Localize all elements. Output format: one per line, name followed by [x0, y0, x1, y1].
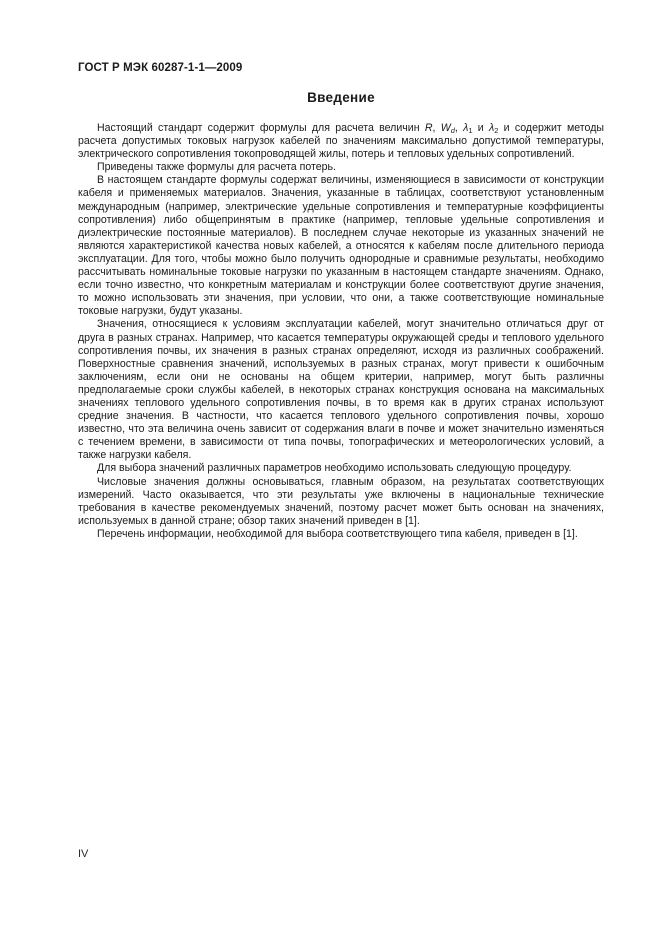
symbol-lambda: λ	[488, 122, 495, 134]
intro-paragraph-3: В настоящем стандарте формулы содержат величины, изменяющиеся в зависимости от конструкции кабеля и применяемых материалов. Значения, указанные в таблицах, соответствуют установленным международным (например, электрические удельные сопротивления и температурные коэффициенты сопротивления) либо общепринятым в практике (например, тепловые удельные сопротивления и диэлектрические постоянные материалов). В последнем случае некоторые из указанных значений не являются характеристикой качества новых кабелей, а относятся к кабелям после длительного периода эксплуатации. Для того, чтобы можно было получить однородные и сравнимые результаты, необходимо рассчитывать номинальные токовые нагрузки по указанным в настоящем стандарте значениям. Однако, если точно известно, что конкретным материалам и конструкции более соответствуют другие значения, то можно использовать эти значения, при условии, что они, а также соответствующие номинальные токовые нагрузки, будут указаны.	[78, 174, 604, 318]
paragraph-text: и содержит методы расчета допустимых токовых нагрузок кабелей по значениям максимально допустимой температуры, электрического сопротивления токопроводящей жилы, потерь и тепловых удельных сопротивлений.	[78, 122, 604, 161]
intro-paragraph-1	[78, 122, 604, 161]
paragraph-text: Настоящий стандарт содержит формулы для расчета величин	[97, 122, 425, 134]
symbol-lambda: λ	[463, 122, 469, 134]
page-number: IV	[78, 848, 89, 860]
paragraph-text: ,	[454, 122, 464, 134]
subscript-d: d	[450, 126, 455, 135]
symbol-R: R	[424, 122, 433, 134]
paragraph-text: и	[472, 122, 489, 134]
paragraph-text: ,	[432, 122, 441, 134]
page-title: Введение	[307, 90, 375, 105]
symbol-W: W	[440, 122, 451, 134]
intro-paragraph-6: Числовые значения должны основываться, главным образом, на результатах соответствующих измерений. Часто оказывается, что эти результаты уже включены в национальные технические требования в качестве рекомендуемых значений, поэтому расчет может быть основан на значениях, используемых в данной стране; обзор таких значений приведен в [1].	[78, 475, 604, 527]
intro-paragraph-2: Приведены также формулы для расчета потерь.	[97, 161, 336, 174]
document-body	[78, 122, 604, 541]
intro-paragraph-5: Для выбора значений различных параметров необходимо использовать следующую процедуру.	[97, 462, 572, 475]
subscript-1: 1	[468, 126, 473, 135]
standard-designation: ГОСТ Р МЭК 60287-1-1—2009	[78, 62, 243, 74]
intro-paragraph-4: Значения, относящиеся к условиям эксплуатации кабелей, могут значительно отличаться друг от друга в разных странах. Например, что касается температуры окружающей среды и теплового удельного сопротивления почвы, их значения в разных странах определяют, исходя из различных соображений. Поверхностные сравнения значений, используемых в разных странах, могут привести к ошибочным заключениям, если они не основаны на общем критерии, например, могут быть различны предполагаемые сроки службы кабелей, в некоторых странах конструкция основана на максимальных значениях теплового удельного сопротивления почвы, в то время как в других странах используют средние значения. В частности, что касается теплового удельного сопротивления почвы, хорошо известно, что эта величина очень зависит от содержания влаги в почве и может значительно изменяться с течением времени, в зависимости от типа почвы, топографических и метеорологических условий, а также нагрузки кабеля.	[78, 318, 604, 462]
intro-paragraph-7: Перечень информации, необходимой для выбора соответствующего типа кабеля, приведен в [1].	[97, 527, 578, 540]
subscript-2: 2	[494, 126, 499, 135]
